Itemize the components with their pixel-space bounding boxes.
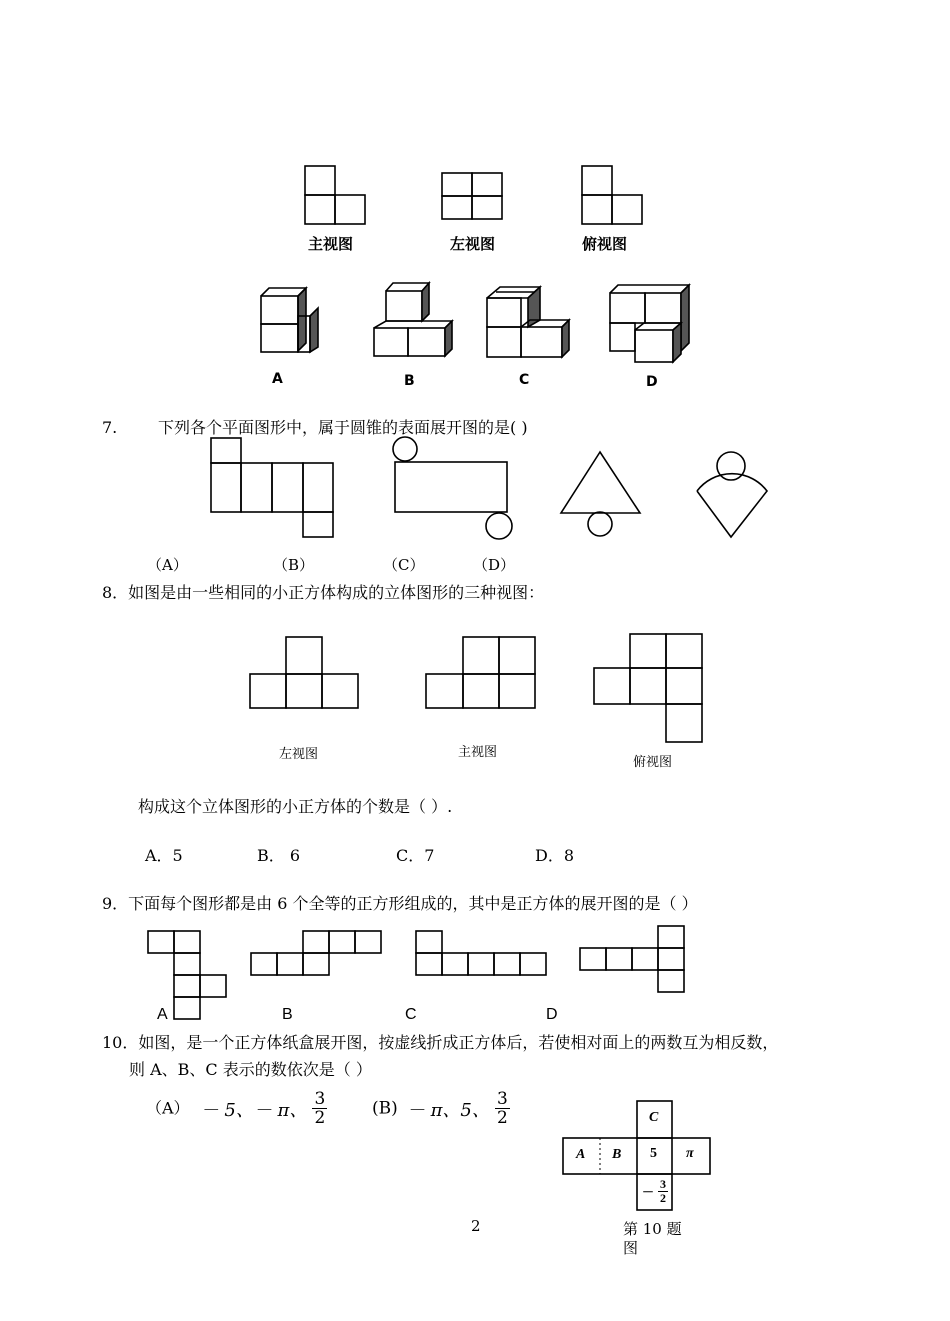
q6-view-label-top: 俯视图	[582, 235, 628, 253]
q10-option-a-label: （A）	[146, 1098, 190, 1118]
q8-choice-d: D．8	[535, 846, 575, 865]
q8-choice-c: C．7	[396, 846, 435, 865]
q10-figure-caption-line2: 图	[623, 1239, 639, 1257]
q10-stem-line1: 10．如图，是一个正方体纸盒展开图，按虚线折成正方体后，若使相对面上的两数互为相反数，	[102, 1033, 779, 1052]
q9-option-a: A	[157, 1006, 168, 1023]
q9-option-d: D	[546, 1006, 558, 1023]
q6-option-d-label: D	[646, 374, 658, 390]
q7-option-c: （C）	[383, 556, 425, 574]
q6-view-label-front: 主视图	[308, 235, 354, 253]
fraction-numerator: 3	[660, 1177, 667, 1191]
q8-choice-b: B． 6	[257, 846, 301, 865]
q10-net-face-b: B	[612, 1147, 622, 1162]
q7-option-b: （B）	[273, 556, 315, 574]
q6-view-label-left: 左视图	[450, 235, 496, 253]
q6-option-c-label: C	[519, 372, 530, 388]
q7-option-a: （A）	[147, 556, 188, 574]
fraction-numerator: 3	[496, 1089, 508, 1109]
q10-net-face-neg-frac	[642, 1178, 668, 1205]
q10-net-face-a: A	[576, 1147, 586, 1162]
q10-net-face-c: C	[649, 1110, 659, 1125]
q10-net-fraction	[658, 1178, 668, 1205]
fraction-denominator: 2	[496, 1108, 508, 1128]
q8-view-label-top: 俯视图	[633, 755, 673, 770]
q8-choice-a: A．5	[145, 846, 183, 865]
q9-option-c: C	[405, 1006, 417, 1023]
minus-sign: －	[642, 1185, 655, 1199]
q10-option-b-text: － π、5、	[406, 1099, 490, 1121]
q10-net-face-5: 5	[650, 1146, 657, 1161]
fraction-denominator: 2	[660, 1191, 667, 1205]
q9-stem: 9．下面每个图形都是由 6 个全等的正方形组成的，其中是正方体的展开图的是（ ）	[102, 894, 698, 913]
q7-option-d: （D）	[473, 556, 516, 574]
fraction-numerator: 3	[314, 1089, 326, 1109]
q7-number: 7.	[102, 418, 118, 437]
q8-view-label-left: 左视图	[279, 747, 319, 762]
q10-figure-caption-line1: 第 10 题	[623, 1220, 682, 1238]
q6-option-a-label: A	[272, 371, 283, 387]
q10-option-b-label: (B)	[372, 1098, 398, 1119]
q10-stem-line2: 则 A、B、C 表示的数依次是（ ）	[129, 1060, 372, 1079]
q8-view-label-front: 主视图	[458, 745, 498, 760]
page-number: 2	[471, 1217, 481, 1235]
fraction-denominator: 2	[314, 1108, 326, 1128]
q10-option-a-text: － 5、－ π、	[200, 1099, 308, 1121]
q8-stem: 8．如图是由一些相同的小正方体构成的立体图形的三种视图：	[102, 583, 545, 602]
q7-stem: 下列各个平面图形中，属于圆锥的表面展开图的是( )	[158, 418, 528, 437]
q9-option-b: B	[282, 1006, 293, 1023]
q6-option-b-label: B	[404, 373, 415, 389]
q10-net-face-pi: π	[686, 1146, 694, 1161]
q8-question: 构成这个立体图形的小正方体的个数是（ ）.	[138, 797, 453, 816]
